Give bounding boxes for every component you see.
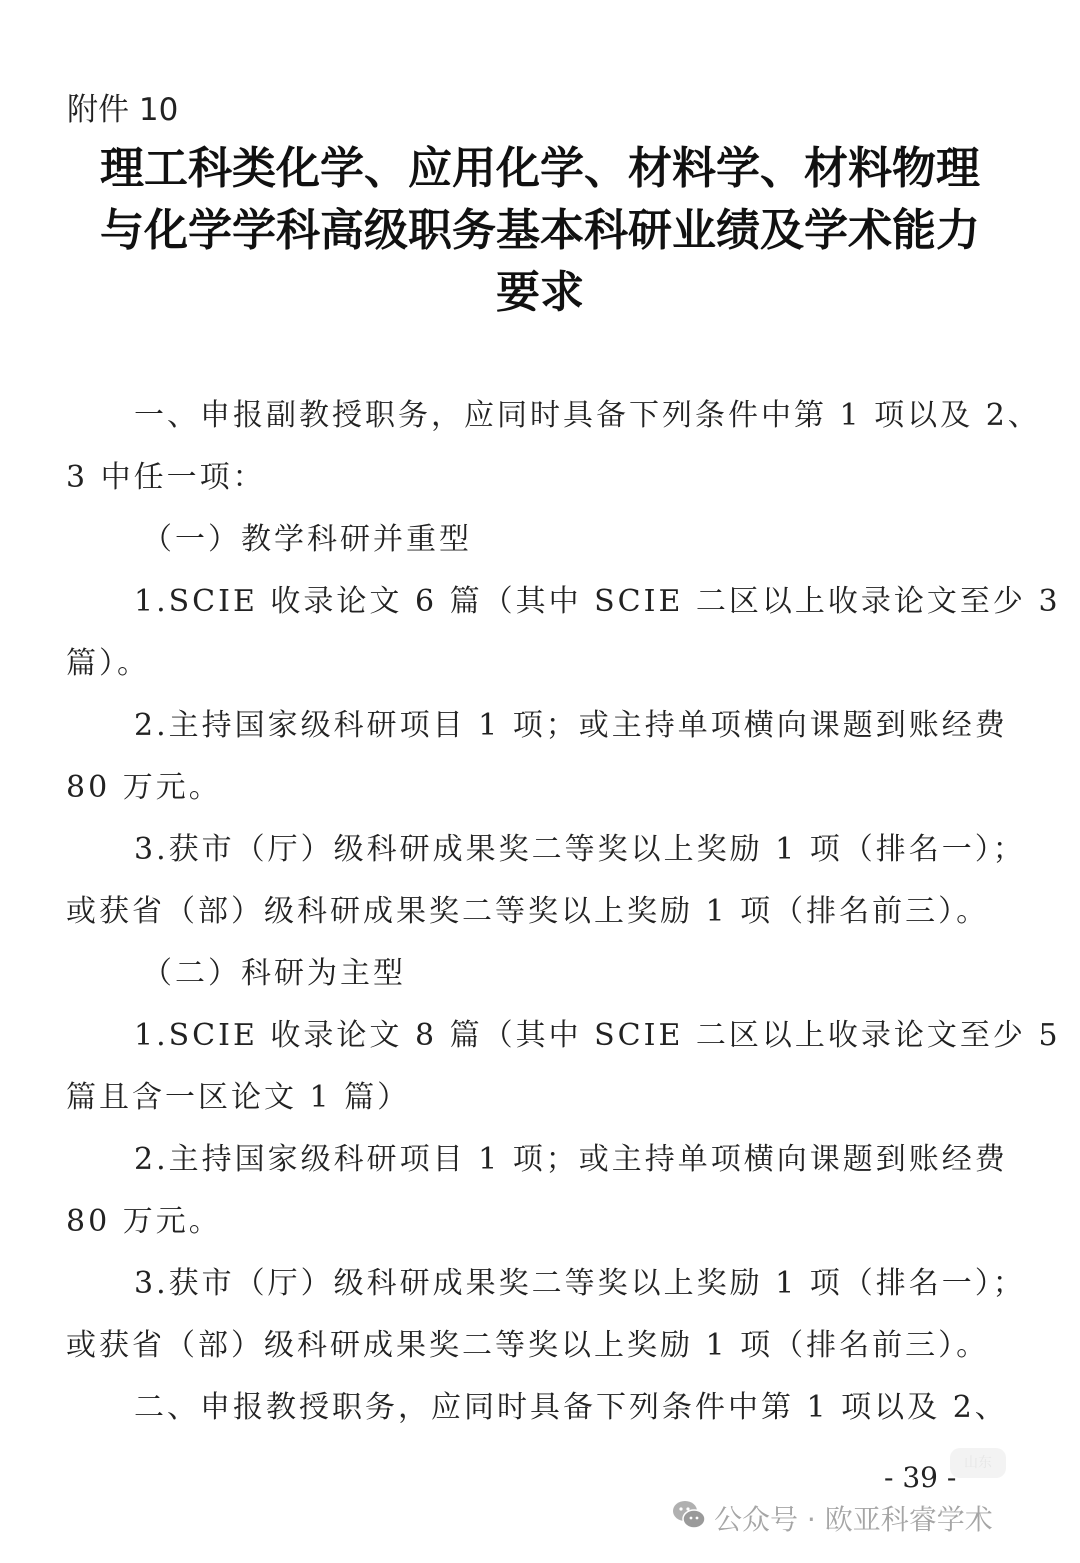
- watermark-badge: 山东: [950, 1448, 1006, 1478]
- body-line: （一）教学科研并重型: [142, 522, 472, 557]
- body-line: 二、申报教授职务，应同时具备下列条件中第 1 项以及 2、: [134, 1390, 1008, 1425]
- body-line: 篇且含一区论文 1 篇）: [66, 1080, 411, 1115]
- body-line: 3.获市（厅）级科研成果奖二等奖以上奖励 1 项（排名一）；: [134, 1266, 1026, 1301]
- body-line: 1.SCIE 收录论文 8 篇（其中 SCIE 二区以上收录论文至少 5: [134, 1018, 1061, 1053]
- wechat-icon: [672, 1499, 706, 1538]
- body-line: （二）科研为主型: [142, 956, 406, 991]
- body-line: 2.主持国家级科研项目 1 项；或主持单项横向课题到账经费: [134, 708, 1008, 743]
- body-line: 80 万元。: [66, 770, 222, 805]
- title-line-1: 理工科类化学、应用化学、材料学、材料物理: [100, 143, 980, 194]
- title-line-3: 要求: [496, 267, 584, 318]
- watermark-text: 公众号 · 欧亚科睿学术: [714, 1503, 993, 1536]
- body-line: 1.SCIE 收录论文 6 篇（其中 SCIE 二区以上收录论文至少 3: [134, 584, 1061, 619]
- body-line: 或获省（部）级科研成果奖二等奖以上奖励 1 项（排名前三）。: [66, 1328, 990, 1363]
- document-title: [60, 138, 1020, 324]
- attachment-label: 附件 10: [67, 92, 179, 128]
- title-line-2: 与化学学科高级职务基本科研业绩及学术能力: [100, 205, 980, 256]
- body-line: 或获省（部）级科研成果奖二等奖以上奖励 1 项（排名前三）。: [66, 894, 990, 929]
- page-number: - 39 -: [884, 1461, 957, 1494]
- body-line: 3 中任一项：: [66, 460, 266, 495]
- body-line: 一、申报副教授职务，应同时具备下列条件中第 1 项以及 2、: [134, 398, 1041, 433]
- body-line: 80 万元。: [66, 1204, 222, 1239]
- body-line: 3.获市（厅）级科研成果奖二等奖以上奖励 1 项（排名一）；: [134, 832, 1026, 867]
- body-line: 2.主持国家级科研项目 1 项；或主持单项横向课题到账经费: [134, 1142, 1008, 1177]
- body-line: 篇）。: [66, 646, 150, 681]
- document-body: [66, 385, 1061, 1439]
- watermark: [672, 1498, 993, 1538]
